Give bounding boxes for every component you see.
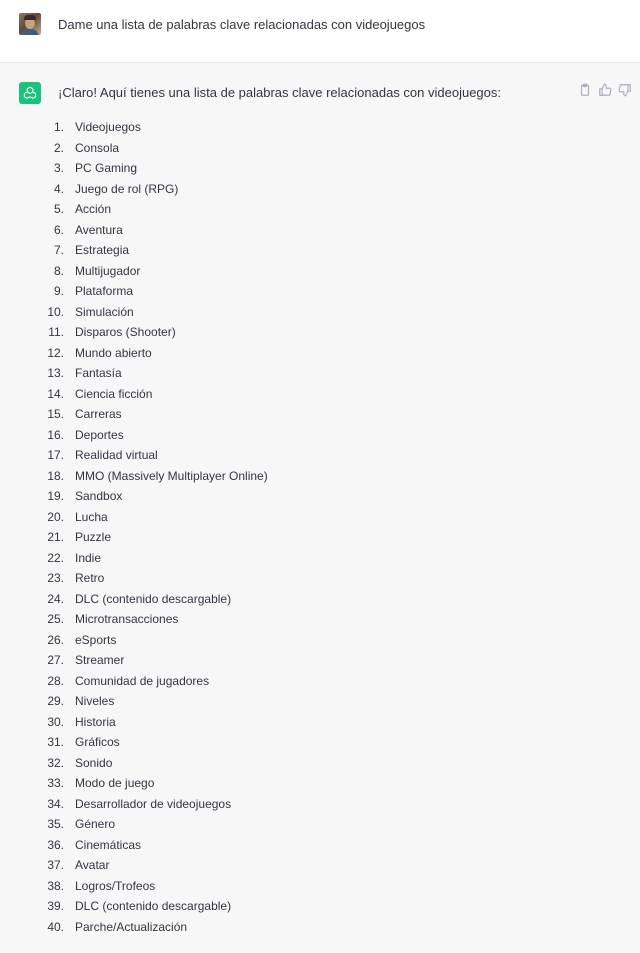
- list-item-text: Historia: [75, 714, 116, 729]
- list-item-number: 39.: [47, 899, 64, 913]
- list-item-number: 8.: [53, 263, 64, 278]
- list-item: [40, 650, 268, 671]
- list-item-number: 2.: [53, 140, 64, 155]
- list-item-number: 35.: [47, 817, 64, 831]
- list-item-number: 31.: [47, 735, 64, 749]
- list-item: [40, 363, 268, 384]
- list-item: [40, 773, 268, 794]
- list-item-number: 22.: [47, 550, 64, 565]
- list-item-number: 38.: [47, 878, 64, 893]
- chatgpt-logo-icon: [19, 82, 41, 104]
- list-item-text: MMO (Massively Multiplayer Online): [75, 468, 268, 483]
- assistant-intro-text: ¡Claro! Aquí tienes una lista de palabras clave relacionadas con videojuegos:: [58, 85, 501, 100]
- list-item-text: Gráficos: [75, 735, 120, 749]
- list-item-number: 19.: [47, 489, 64, 503]
- list-item-number: 14.: [47, 386, 64, 401]
- list-item-number: 29.: [47, 694, 64, 708]
- list-item: [40, 322, 268, 343]
- list-item-number: 16.: [47, 427, 64, 442]
- list-item: [40, 691, 268, 712]
- list-item-text: Videojuegos: [75, 120, 141, 134]
- list-item-number: 5.: [53, 202, 64, 216]
- list-item-text: Streamer: [75, 653, 125, 667]
- list-item: [40, 835, 268, 856]
- user-message-text: Dame una lista de palabras clave relacionadas con videojuegos: [58, 17, 426, 32]
- list-item-number: 33.: [47, 776, 64, 790]
- list-item: [40, 527, 268, 548]
- list-item-text: Lucha: [75, 509, 108, 524]
- list-item: [40, 445, 268, 466]
- list-item-text: Deportes: [75, 427, 124, 442]
- list-item-text: Mundo abierto: [75, 345, 152, 360]
- list-item-text: eSports: [75, 632, 117, 647]
- list-item: [40, 712, 268, 733]
- list-item-text: Desarrollador de videojuegos: [75, 796, 232, 811]
- list-item-text: Cinemáticas: [75, 837, 142, 852]
- list-item-text: Estrategia: [75, 243, 130, 257]
- list-item-number: 17.: [47, 448, 64, 462]
- list-item-number: 6.: [53, 222, 64, 237]
- list-item-text: Parche/Actualización: [75, 919, 188, 934]
- list-item-number: 24.: [47, 591, 64, 606]
- list-item: [40, 343, 268, 364]
- list-item-number: 36.: [47, 837, 64, 852]
- list-item-text: Modo de juego: [75, 776, 155, 790]
- list-item-text: Sandbox: [75, 489, 123, 503]
- list-item-text: Logros/Trofeos: [75, 878, 156, 893]
- list-item: [40, 404, 268, 425]
- list-item-number: 28.: [47, 673, 64, 688]
- list-item-text: Consola: [75, 140, 120, 155]
- list-item-number: 27.: [47, 653, 64, 667]
- list-item: [40, 158, 268, 179]
- list-item: [40, 855, 268, 876]
- list-item-number: 13.: [47, 366, 64, 380]
- list-item: [40, 630, 268, 651]
- list-item-text: Retro: [75, 571, 105, 585]
- list-item: [40, 179, 268, 200]
- list-item: [40, 548, 268, 569]
- list-item-text: DLC (contenido descargable): [75, 899, 232, 913]
- list-item-number: 3.: [53, 161, 64, 175]
- list-item-number: 21.: [47, 530, 64, 544]
- list-item: [40, 138, 268, 159]
- thumbs-up-icon[interactable]: [598, 83, 612, 97]
- list-item: [40, 261, 268, 282]
- list-item-number: 7.: [53, 243, 64, 257]
- list-item-number: 18.: [47, 468, 64, 483]
- list-item: [40, 732, 268, 753]
- list-item-number: 12.: [47, 345, 64, 360]
- user-message: [0, 0, 640, 63]
- list-item: [40, 466, 268, 487]
- list-item-number: 23.: [47, 571, 64, 585]
- keyword-list: [40, 117, 268, 937]
- list-item: [40, 568, 268, 589]
- list-item-number: 25.: [47, 612, 64, 626]
- list-item-number: 9.: [53, 284, 64, 298]
- list-item: [40, 281, 268, 302]
- list-item: [40, 507, 268, 528]
- list-item-text: Carreras: [75, 407, 122, 421]
- list-item-text: Puzzle: [75, 530, 112, 544]
- user-avatar-icon: [19, 13, 41, 35]
- list-item-number: 37.: [47, 858, 64, 872]
- list-item-number: 30.: [47, 714, 64, 729]
- list-item-text: Ciencia ficción: [75, 386, 153, 401]
- list-item: [40, 199, 268, 220]
- list-item-text: Disparos (Shooter): [75, 325, 176, 339]
- list-item: [40, 220, 268, 241]
- list-item: [40, 302, 268, 323]
- list-item: [40, 609, 268, 630]
- thumbs-down-icon[interactable]: [618, 83, 632, 97]
- list-item-number: 20.: [47, 509, 64, 524]
- list-item-number: 26.: [47, 632, 64, 647]
- list-item-number: 40.: [47, 919, 64, 934]
- list-item-text: Comunidad de jugadores: [75, 673, 210, 688]
- list-item-text: Avatar: [75, 858, 110, 872]
- list-item-number: 32.: [47, 755, 64, 770]
- list-item: [40, 794, 268, 815]
- list-item-number: 10.: [47, 304, 64, 319]
- list-item: [40, 917, 268, 938]
- list-item: [40, 117, 268, 138]
- list-item-text: PC Gaming: [75, 161, 138, 175]
- list-item-text: Multijugador: [75, 263, 141, 278]
- list-item-text: Indie: [75, 550, 102, 565]
- list-item-number: 15.: [47, 407, 64, 421]
- list-item-text: Juego de rol (RPG): [75, 181, 179, 196]
- list-item-text: Realidad virtual: [75, 448, 158, 462]
- list-item-text: Niveles: [75, 694, 115, 708]
- list-item: [40, 384, 268, 405]
- list-item-number: 1.: [53, 120, 64, 134]
- list-item-number: 4.: [53, 181, 64, 196]
- list-item: [40, 486, 268, 507]
- list-item-text: Fantasía: [75, 366, 122, 380]
- list-item-text: Acción: [75, 202, 112, 216]
- list-item: [40, 240, 268, 261]
- list-item-number: 11.: [48, 325, 64, 339]
- list-item: [40, 896, 268, 917]
- list-item: [40, 753, 268, 774]
- list-item-text: DLC (contenido descargable): [75, 591, 232, 606]
- list-item-text: Plataforma: [75, 284, 134, 298]
- list-item-text: Aventura: [75, 222, 123, 237]
- list-item: [40, 814, 268, 835]
- list-item-text: Microtransacciones: [75, 612, 179, 626]
- list-item-text: Sonido: [75, 755, 113, 770]
- list-item: [40, 425, 268, 446]
- list-item-text: Simulación: [75, 304, 134, 319]
- list-item: [40, 671, 268, 692]
- message-actions: [578, 83, 632, 97]
- list-item-number: 34.: [47, 796, 64, 811]
- list-item: [40, 589, 268, 610]
- list-item-text: Género: [75, 817, 116, 831]
- list-item: [40, 876, 268, 897]
- clipboard-icon[interactable]: [578, 83, 592, 97]
